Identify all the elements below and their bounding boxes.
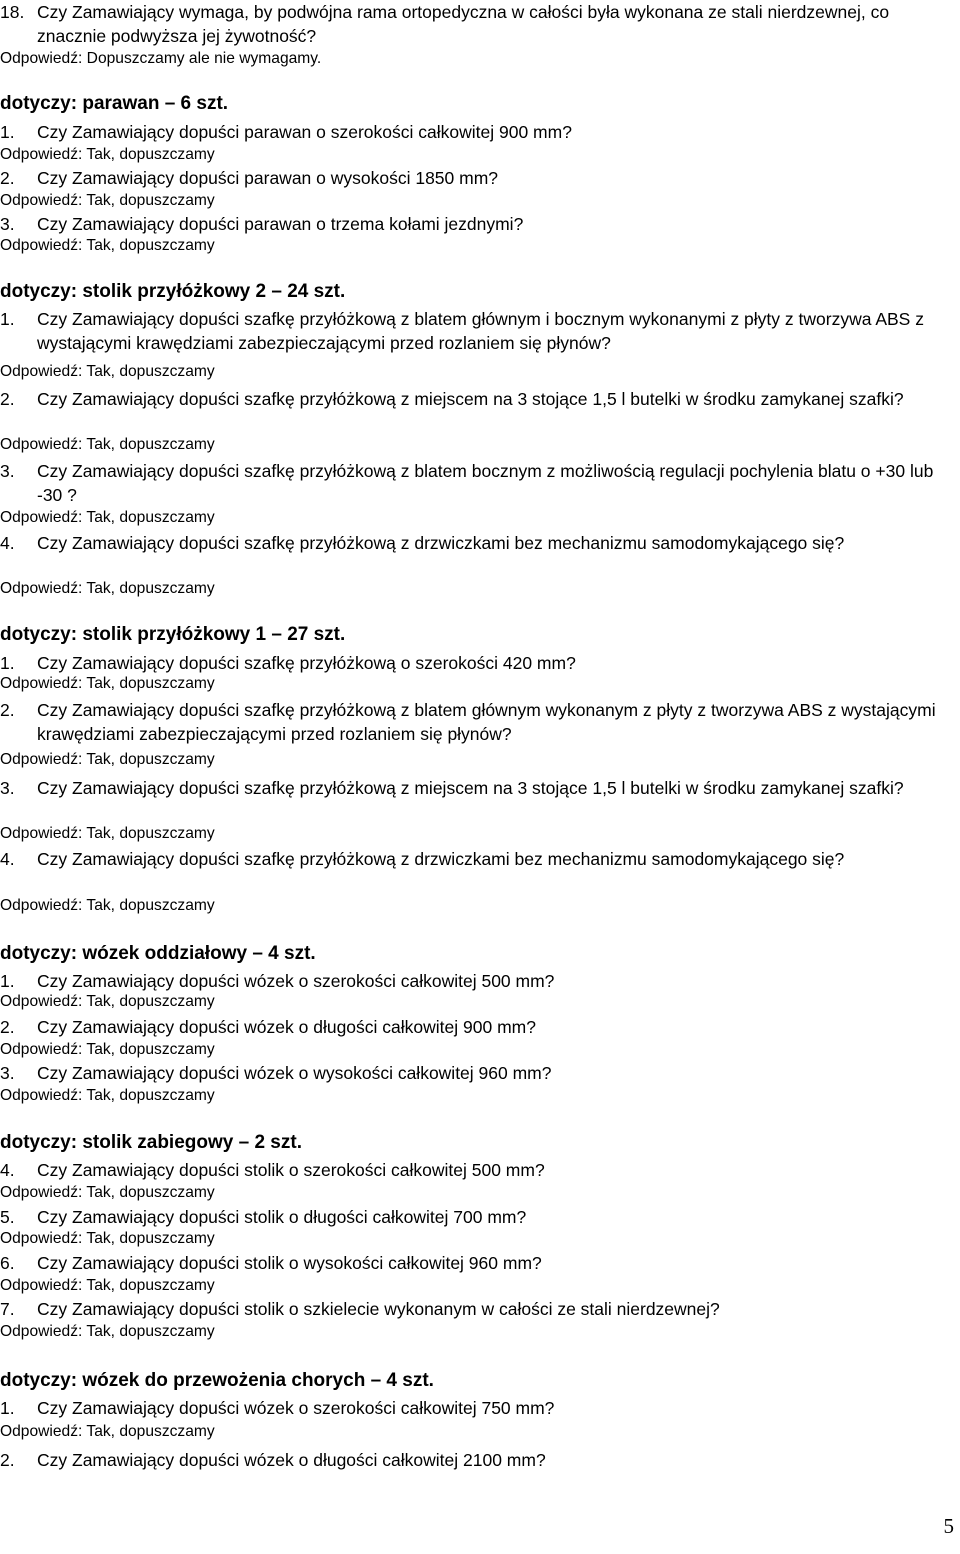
answer-text: Odpowiedź: Tak, dopuszczamy [0, 363, 215, 380]
question-item [0, 1396, 960, 1420]
question-item [0, 531, 960, 555]
question-text: Czy Zamawiający dopuści szafkę przyłóżkową z blatem bocznym z możliwością regulacji pochylenia blatu o +30 lub -30 ? [37, 461, 934, 505]
page-number: 5 [943, 1514, 954, 1538]
question-item [0, 1251, 960, 1275]
question-item [0, 387, 960, 411]
question-number: 1. [0, 971, 15, 991]
question-text: Czy Zamawiający dopuści stolik o długości całkowitej 700 mm? [37, 1207, 527, 1227]
question-number: 1. [0, 653, 15, 673]
question-number: 1. [0, 309, 15, 329]
section-heading: dotyczy: stolik zabiegowy – 2 szt. [0, 1132, 302, 1153]
question-number: 3. [0, 214, 15, 234]
question-number: 18. [0, 2, 25, 22]
question-item [0, 0, 960, 48]
question-item [0, 1448, 960, 1472]
question-number: 5. [0, 1207, 15, 1227]
answer-text: Odpowiedź: Dopuszczamy ale nie wymagamy. [0, 50, 322, 67]
question-item [0, 1297, 960, 1321]
question-item [0, 212, 960, 236]
question-item [0, 166, 960, 190]
question-text: Czy Zamawiający dopuści stolik o szkielecie wykonanym w całości ze stali nierdzewnej? [37, 1299, 720, 1319]
section-heading: dotyczy: stolik przyłóżkowy 1 – 27 szt. [0, 624, 346, 645]
question-text: Czy Zamawiający dopuści wózek o długości całkowitej 2100 mm? [37, 1450, 546, 1470]
question-item [0, 847, 960, 871]
answer-text: Odpowiedź: Tak, dopuszczamy [0, 1230, 215, 1247]
question-number: 2. [0, 1450, 15, 1470]
question-text: Czy Zamawiający dopuści szafkę przyłóżkową z drzwiczkami bez mechanizmu samodomykającego się? [37, 533, 845, 553]
question-item [0, 1015, 960, 1039]
question-number: 4. [0, 1160, 15, 1180]
question-number: 7. [0, 1299, 15, 1319]
answer-text: Odpowiedź: Tak, dopuszczamy [0, 993, 215, 1010]
question-item [0, 459, 960, 507]
question-item [0, 1061, 960, 1085]
question-number: 2. [0, 700, 15, 720]
question-number: 1. [0, 1398, 15, 1418]
question-text: Czy Zamawiający dopuści szafkę przyłóżkową z drzwiczkami bez mechanizmu samodomykającego się? [37, 849, 845, 869]
question-number: 2. [0, 389, 15, 409]
answer-text: Odpowiedź: Tak, dopuszczamy [0, 751, 215, 768]
question-number: 6. [0, 1253, 15, 1273]
question-number: 4. [0, 849, 15, 869]
question-item [0, 698, 960, 746]
question-number: 3. [0, 1063, 15, 1083]
answer-text: Odpowiedź: Tak, dopuszczamy [0, 1041, 215, 1058]
question-text: Czy Zamawiający dopuści parawan o szerokości całkowitej 900 mm? [37, 122, 572, 142]
answer-text: Odpowiedź: Tak, dopuszczamy [0, 580, 215, 597]
answer-text: Odpowiedź: Tak, dopuszczamy [0, 1277, 215, 1294]
question-text: Czy Zamawiający dopuści wózek o szerokości całkowitej 500 mm? [37, 971, 555, 991]
question-text: Czy Zamawiający dopuści wózek o szerokości całkowitej 750 mm? [37, 1398, 555, 1418]
answer-text: Odpowiedź: Tak, dopuszczamy [0, 1087, 215, 1104]
question-item [0, 969, 960, 993]
section-heading: dotyczy: parawan – 6 szt. [0, 93, 229, 114]
section-heading: dotyczy: wózek do przewożenia chorych – 4 szt. [0, 1370, 434, 1391]
section-heading: dotyczy: stolik przyłóżkowy 2 – 24 szt. [0, 281, 346, 302]
question-text: Czy Zamawiający dopuści wózek o wysokości całkowitej 960 mm? [37, 1063, 552, 1083]
answer-text: Odpowiedź: Tak, dopuszczamy [0, 192, 215, 209]
question-text: Czy Zamawiający dopuści szafkę przyłóżkową z blatem głównym i bocznym wykonanymi z płyty z tworzywa ABS z wystającymi krawędziami zabezpieczającymi przed rozlaniem się płynów? [37, 309, 924, 353]
question-item [0, 1205, 960, 1229]
answer-text: Odpowiedź: Tak, dopuszczamy [0, 897, 215, 914]
question-number: 2. [0, 1017, 15, 1037]
question-text: Czy Zamawiający dopuści szafkę przyłóżkową z blatem głównym wykonanym z płyty z tworzywa ABS z wystającymi krawędziami zabezpieczającymi przed rozlaniem się płynów? [37, 700, 936, 744]
answer-text: Odpowiedź: Tak, dopuszczamy [0, 675, 215, 692]
answer-text: Odpowiedź: Tak, dopuszczamy [0, 1323, 215, 1340]
question-text: Czy Zamawiający dopuści wózek o długości całkowitej 900 mm? [37, 1017, 536, 1037]
answer-text: Odpowiedź: Tak, dopuszczamy [0, 825, 215, 842]
question-number: 3. [0, 461, 15, 481]
question-number: 1. [0, 122, 15, 142]
question-text: Czy Zamawiający dopuści stolik o wysokości całkowitej 960 mm? [37, 1253, 542, 1273]
question-item [0, 1158, 960, 1182]
question-text: Czy Zamawiający dopuści szafkę przyłóżkową z miejscem na 3 stojące 1,5 l butelki w środku zamykanej szafki? [37, 778, 904, 798]
question-number: 4. [0, 533, 15, 553]
question-text: Czy Zamawiający dopuści szafkę przyłóżkową o szerokości 420 mm? [37, 653, 576, 673]
question-item [0, 120, 960, 144]
question-text: Czy Zamawiający dopuści szafkę przyłóżkową z miejscem na 3 stojące 1,5 l butelki w środku zamykanej szafki? [37, 389, 904, 409]
question-text: Czy Zamawiający dopuści parawan o trzema kołami jezdnymi? [37, 214, 524, 234]
section-heading: dotyczy: wózek oddziałowy – 4 szt. [0, 943, 316, 964]
question-item [0, 651, 960, 675]
answer-text: Odpowiedź: Tak, dopuszczamy [0, 146, 215, 163]
question-number: 3. [0, 778, 15, 798]
question-item [0, 776, 960, 800]
answer-text: Odpowiedź: Tak, dopuszczamy [0, 1184, 215, 1201]
question-text: Czy Zamawiający dopuści parawan o wysokości 1850 mm? [37, 168, 499, 188]
question-item [0, 307, 960, 355]
question-text: Czy Zamawiający wymaga, by podwójna rama ortopedyczna w całości była wykonana ze stali nierdzewnej, co znacznie podwyższa jej żywotność? [37, 2, 890, 46]
question-text: Czy Zamawiający dopuści stolik o szerokości całkowitej 500 mm? [37, 1160, 545, 1180]
answer-text: Odpowiedź: Tak, dopuszczamy [0, 509, 215, 526]
answer-text: Odpowiedź: Tak, dopuszczamy [0, 436, 215, 453]
answer-text: Odpowiedź: Tak, dopuszczamy [0, 1423, 215, 1440]
answer-text: Odpowiedź: Tak, dopuszczamy [0, 237, 215, 254]
question-number: 2. [0, 168, 15, 188]
